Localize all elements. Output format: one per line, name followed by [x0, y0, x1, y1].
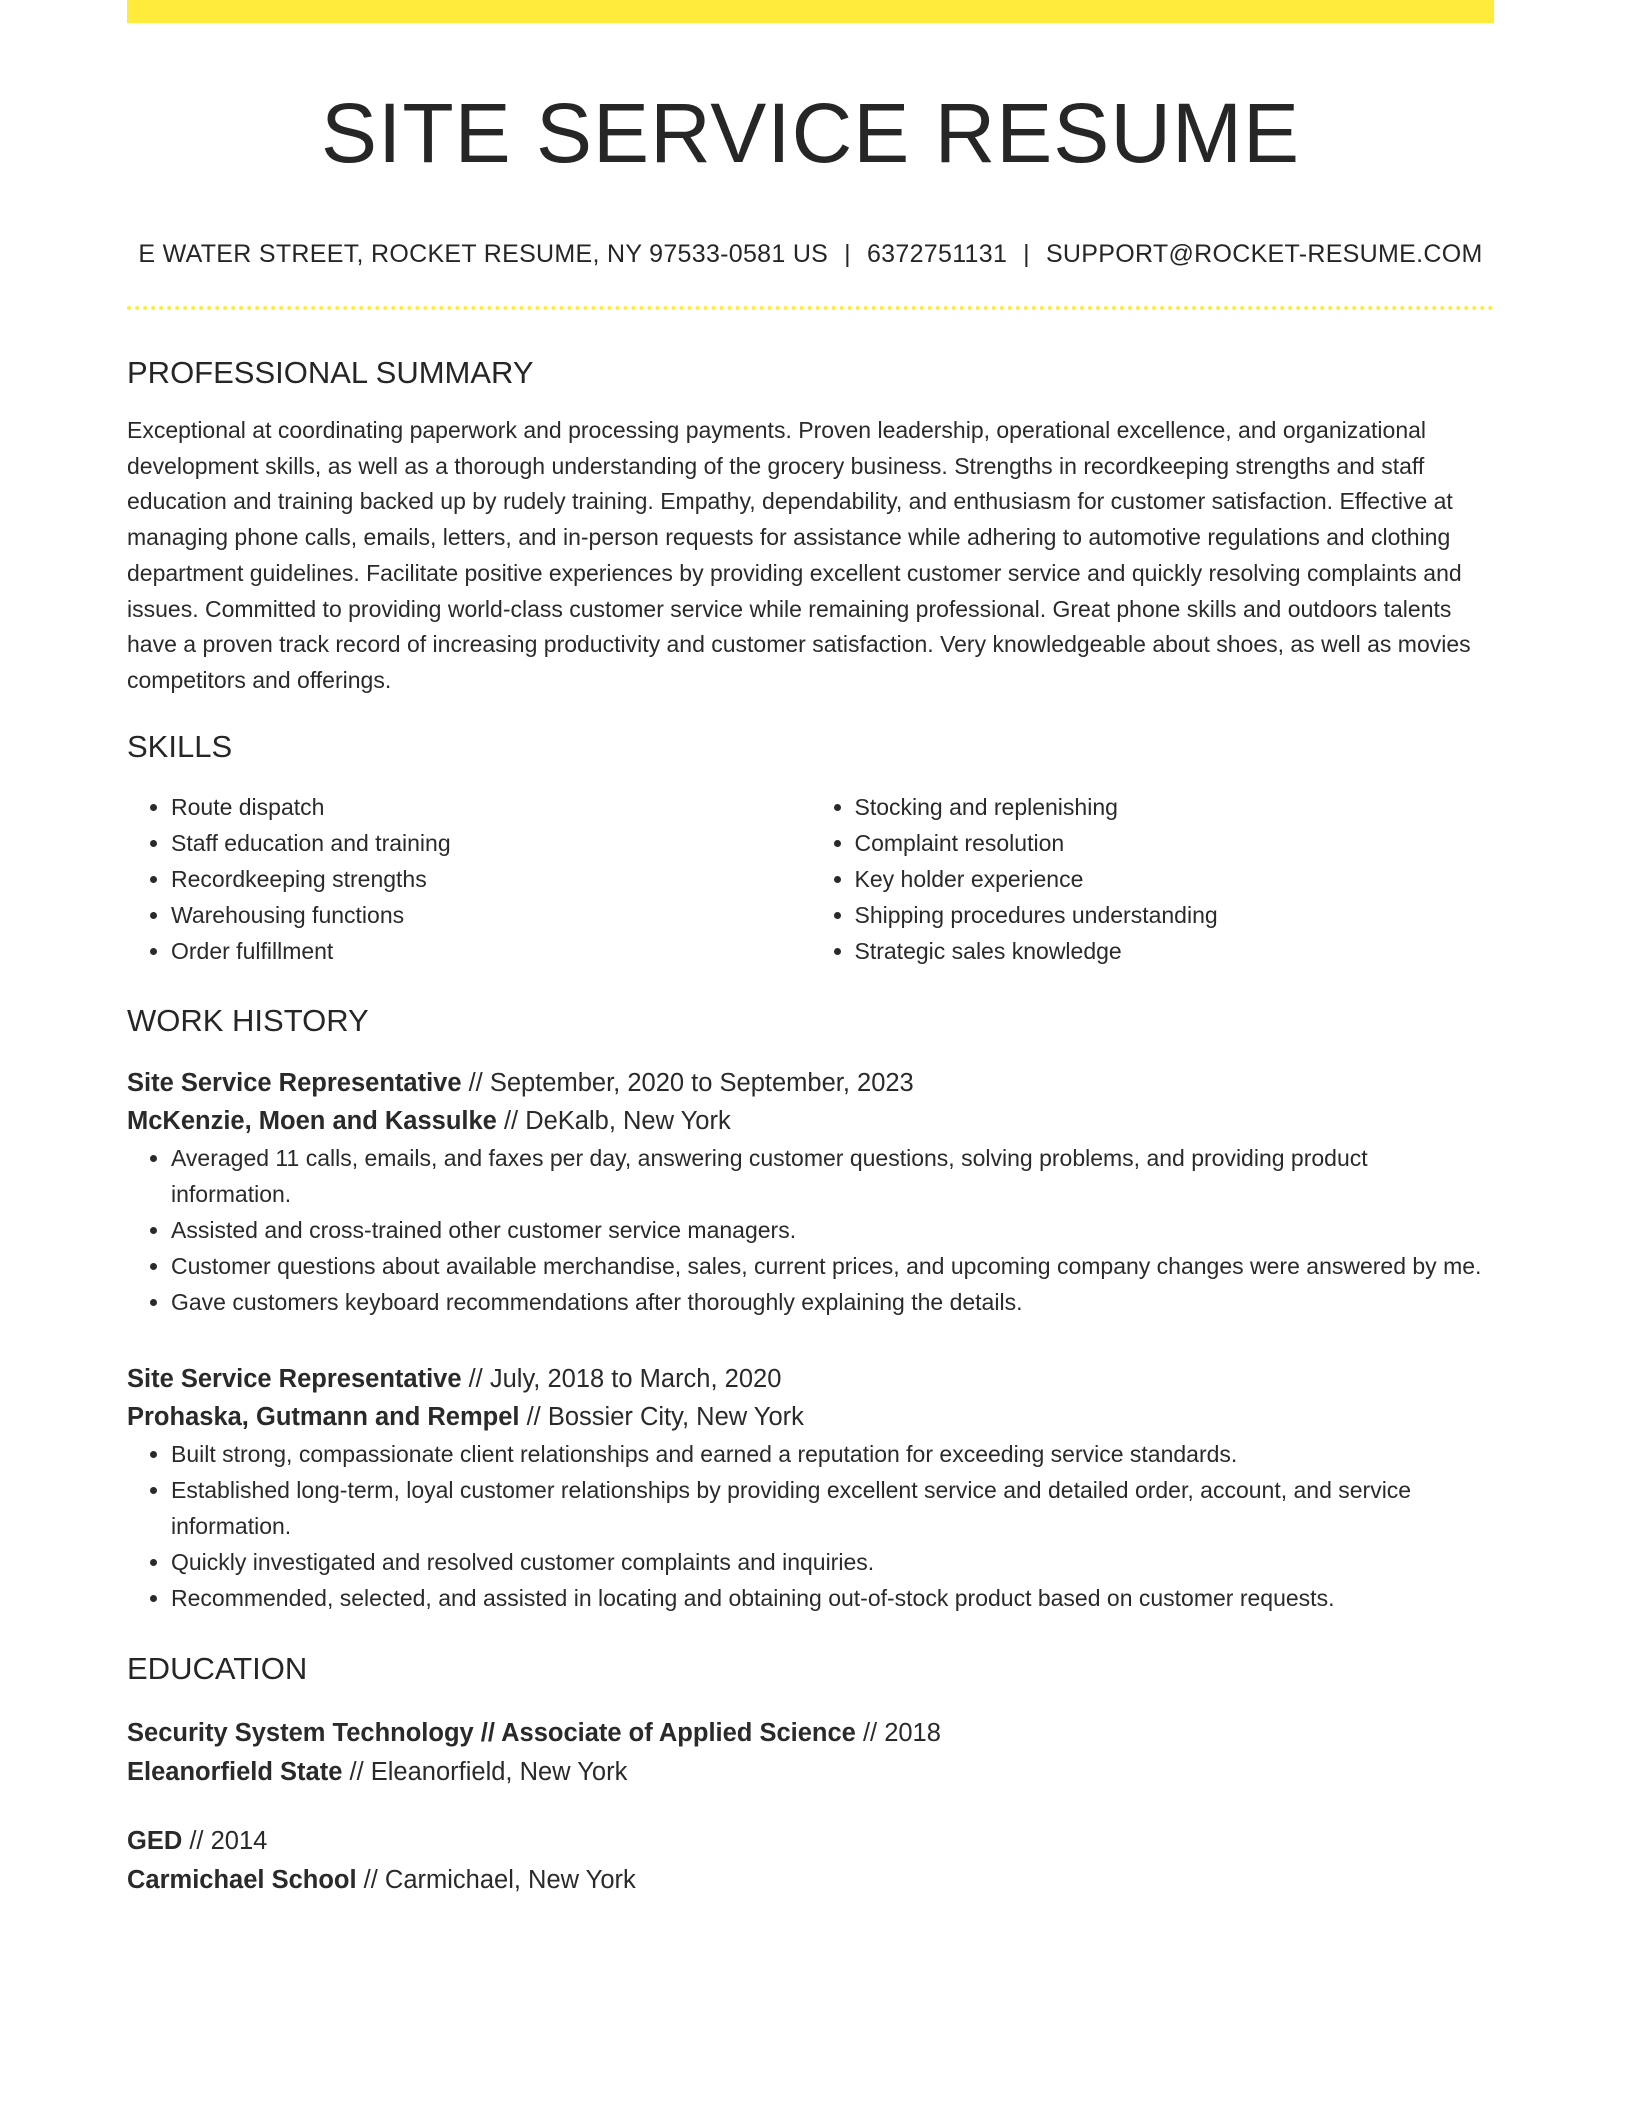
skill-item: • Warehousing functions: [171, 897, 811, 933]
education-entry: [127, 1822, 1494, 1900]
address: E WATER STREET, ROCKET RESUME, NY 97533-0581 US: [138, 239, 829, 268]
education-degree: GED: [127, 1827, 183, 1856]
job-entry: [127, 1360, 1494, 1616]
job-bullet: • Quickly investigated and resolved customer complaints and inquiries.: [171, 1544, 1494, 1580]
resume-title: SITE SERVICE RESUME: [320, 86, 1300, 180]
skills-list: [127, 789, 1494, 969]
accent-top-bar: [127, 0, 1494, 23]
contact-separator: |: [844, 239, 851, 268]
job-bullet: • Built strong, compassionate client relationships and earned a reputation for exceeding service standards.: [171, 1436, 1494, 1472]
education-location: // Eleanorfield, New York: [342, 1758, 628, 1787]
skill-item: • Shipping procedures understanding: [855, 897, 1495, 933]
job-bullets: [127, 1436, 1494, 1616]
education-location: // Carmichael, New York: [356, 1866, 636, 1895]
education-degree: Security System Technology // Associate of Applied Science: [127, 1719, 856, 1748]
resume-page: [127, 0, 1494, 1900]
job-dates: // July, 2018 to March, 2020: [461, 1364, 782, 1393]
summary-paragraph: Exceptional at coordinating paperwork and processing payments. Proven leadership, operational excellence, and organizational development skills, as well as a thorough understanding of the grocery business. Strengths in recordkeeping strengths and staff education and training backed up by rudely training. Empathy, dependability, and enthusiasm for customer satisfaction. Effective at managing phone calls, emails, letters, and in-person requests for assistance while adhering to automotive regulations and clothing department guidelines. Facilitate positive experiences by providing excellent customer service and quickly resolving complaints and issues. Committed to providing world-class customer service while remaining professional. Great phone skills and outdoors talents have a proven track record of increasing productivity and customer satisfaction. Very knowledgeable about shoes, as well as movies competitors and offerings.: [127, 416, 1471, 693]
skill-item: • Recordkeeping strengths: [171, 861, 811, 897]
education-degree-line: [127, 1714, 1494, 1753]
job-role: Site Service Representative: [127, 1364, 462, 1393]
job-bullet: • Assisted and cross-trained other customer service managers.: [171, 1212, 1494, 1248]
job-location: // DeKalb, New York: [496, 1106, 731, 1135]
job-bullets: [127, 1140, 1494, 1320]
job-entry: [127, 1064, 1494, 1320]
job-bullet: • Customer questions about available merchandise, sales, current prices, and upcoming company changes were answered by me.: [171, 1248, 1494, 1284]
skill-item: • Order fulfillment: [171, 933, 811, 969]
section-title-skills: SKILLS: [127, 728, 233, 764]
job-company: Prohaska, Gutmann and Rempel: [127, 1402, 520, 1431]
skill-item: • Stocking and replenishing: [855, 789, 1495, 825]
contact-separator: |: [1023, 239, 1030, 268]
education-entry: [127, 1714, 1494, 1792]
education-year: // 2018: [855, 1719, 941, 1748]
skill-item: • Staff education and training: [171, 825, 811, 861]
job-bullet: • Established long-term, loyal customer relationships by providing excellent service and detailed order, account, and service information.: [171, 1472, 1494, 1544]
skill-item: • Key holder experience: [855, 861, 1495, 897]
job-role: Site Service Representative: [127, 1068, 462, 1097]
email: SUPPORT@ROCKET-RESUME.COM: [1045, 239, 1483, 268]
job-title-line: [127, 1360, 1494, 1398]
dotted-divider: [127, 306, 1494, 310]
education-school: Eleanorfield State: [127, 1758, 343, 1787]
skill-item: • Strategic sales knowledge: [855, 933, 1495, 969]
education-degree-line: [127, 1822, 1494, 1861]
job-company-line: [127, 1102, 1494, 1140]
skills-column-left: [127, 789, 811, 969]
section-title-summary: PROFESSIONAL SUMMARY: [127, 354, 534, 390]
phone: 6372751131: [866, 239, 1008, 268]
job-bullet: • Recommended, selected, and assisted in locating and obtaining out-of-stock product based on customer requests.: [171, 1580, 1494, 1616]
skill-item: • Route dispatch: [171, 789, 811, 825]
job-bullet: • Averaged 11 calls, emails, and faxes per day, answering customer questions, solving problems, and providing product information.: [171, 1140, 1494, 1212]
contact-line: [127, 239, 1494, 269]
job-bullet: • Gave customers keyboard recommendations after thoroughly explaining the details.: [171, 1284, 1494, 1320]
job-title-line: [127, 1064, 1494, 1102]
education-school-line: [127, 1753, 1494, 1792]
job-company: McKenzie, Moen and Kassulke: [127, 1106, 497, 1135]
education-school-line: [127, 1861, 1494, 1900]
job-company-line: [127, 1398, 1494, 1436]
section-title-work-history: WORK HISTORY: [127, 1002, 369, 1038]
section-title-education: EDUCATION: [127, 1650, 308, 1686]
education-year: // 2014: [182, 1827, 268, 1856]
job-location: // Bossier City, New York: [519, 1402, 804, 1431]
skill-item: • Complaint resolution: [855, 825, 1495, 861]
job-dates: // September, 2020 to September, 2023: [461, 1068, 914, 1097]
skills-column-right: [811, 789, 1495, 969]
education-school: Carmichael School: [127, 1866, 357, 1895]
